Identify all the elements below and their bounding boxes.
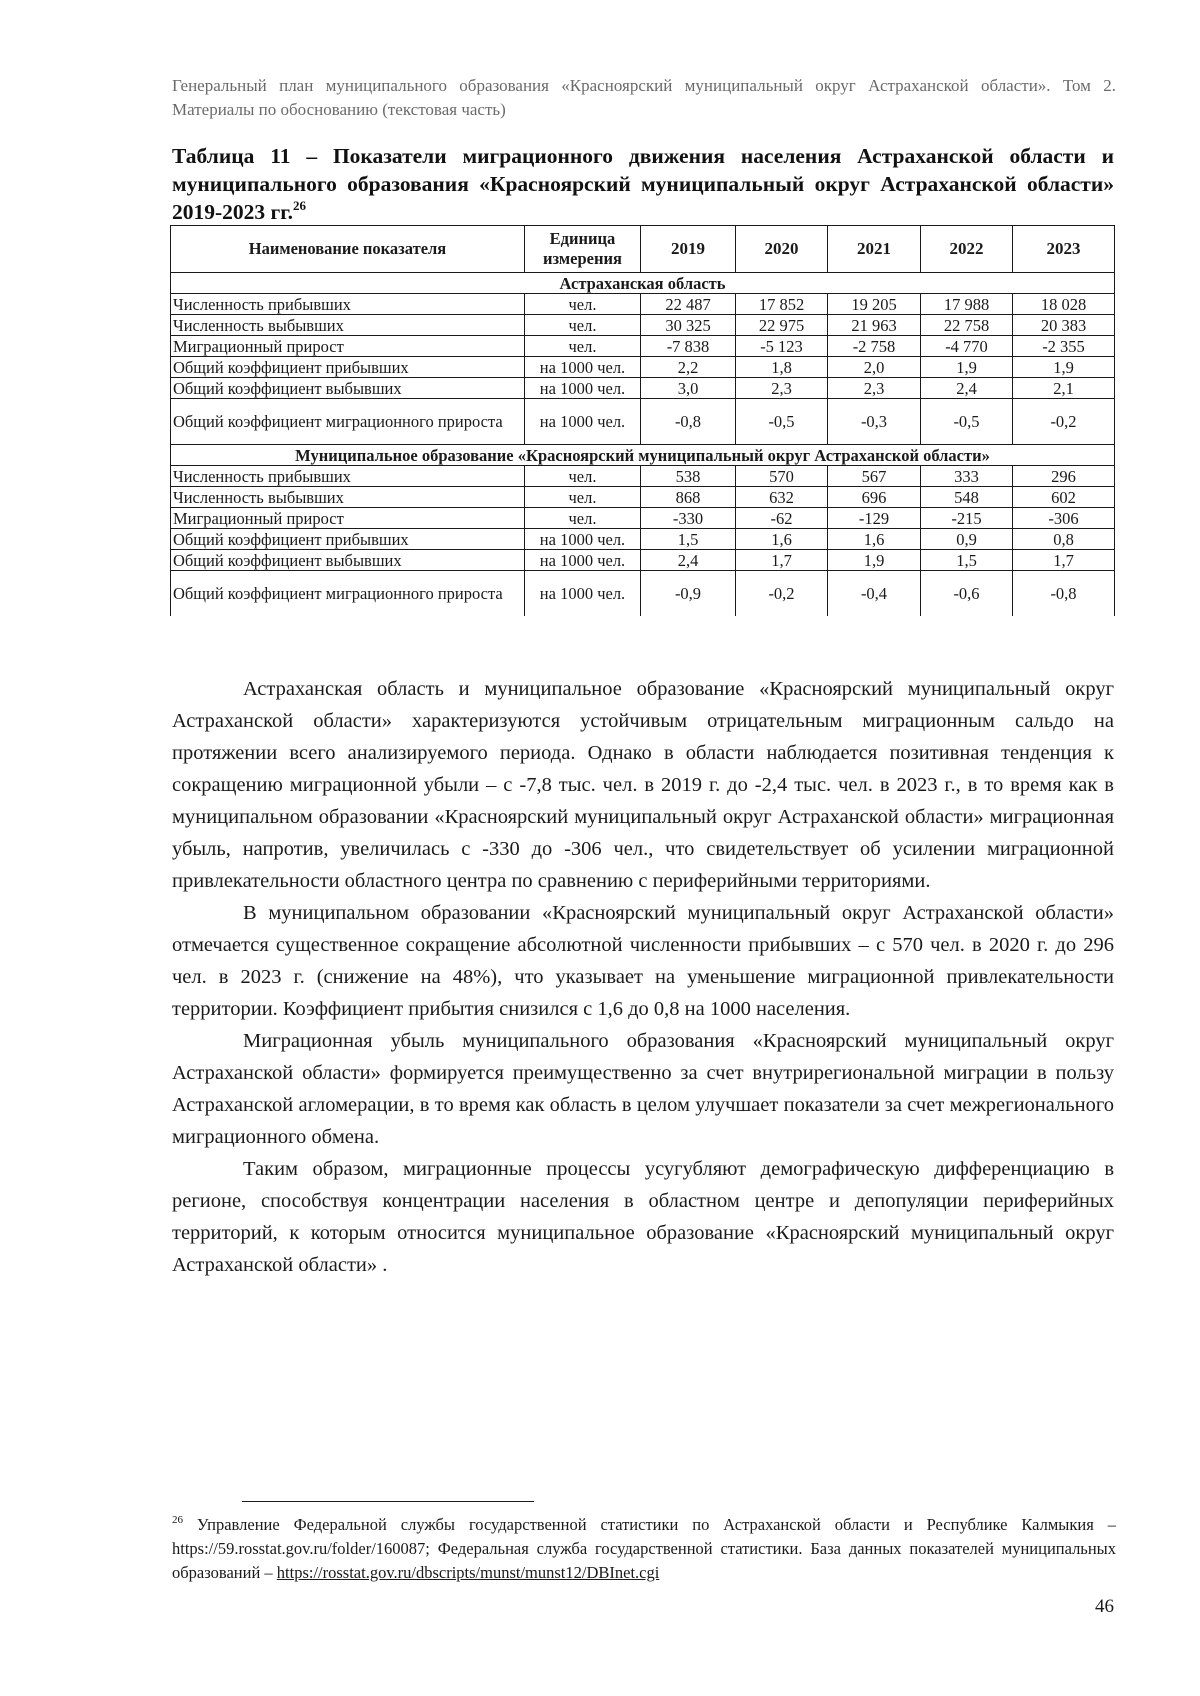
value-cell: -0,4 [828, 571, 921, 617]
value-cell: -0,5 [921, 399, 1013, 445]
value-cell: 570 [736, 466, 828, 487]
paragraph: Таким образом, миграционные процессы усугубляют демографическую дифференциацию в регионе, способствуя концентрации населения в областном центре и депопуляции периферийных территорий, к которым относится муниципальное образование «Красноярский муниципальный округ Астраханской области» . [172, 1158, 1114, 1276]
row-unit: чел. [525, 336, 641, 357]
value-cell: -62 [736, 508, 828, 529]
value-cell: 3,0 [641, 378, 736, 399]
value-cell: 2,3 [828, 378, 921, 399]
table-row [171, 529, 1115, 550]
table-row [171, 571, 1115, 617]
paragraph: В муниципальном образовании «Красноярский муниципальный округ Астраханской области» отмечается существенное сокращение абсолютной численности прибывших – с 570 чел. в 2020 г. до 296 чел. в 2023 г. (снижение на 48%), что указывает на уменьшение миграционной привлекательности территории. Коэффициент прибытия снизился с 1,6 до 0,8 на 1000 населения. [172, 902, 1114, 1020]
value-cell: -0,8 [1013, 571, 1115, 617]
value-cell: -215 [921, 508, 1013, 529]
row-label: Миграционный прирост [171, 508, 525, 529]
row-label: Общий коэффициент прибывших [171, 357, 525, 378]
footnote [172, 1513, 1116, 1585]
value-cell: 696 [828, 487, 921, 508]
footnote-text: Управление Федеральной службы государственной статистики по Астраханской области и Республике Калмыкия – https://59.rosstat.gov.ru/folder/160087; Федеральная служба государственной статистики. База данных показателей муниципальных образований – [172, 1515, 1116, 1582]
header-year: 2023 [1013, 226, 1115, 273]
section-title: Астраханская область [171, 273, 1115, 294]
value-cell: 19 205 [828, 294, 921, 315]
value-cell: 868 [641, 487, 736, 508]
section-title: Муниципальное образование «Красноярский муниципальный округ Астраханской области» [171, 445, 1115, 466]
row-unit: чел. [525, 508, 641, 529]
table-row [171, 399, 1115, 445]
migration-table [170, 225, 1115, 616]
row-label: Численность прибывших [171, 466, 525, 487]
value-cell: -0,8 [641, 399, 736, 445]
value-cell: 1,5 [641, 529, 736, 550]
row-unit: на 1000 чел. [525, 378, 641, 399]
table-row [171, 550, 1115, 571]
row-unit: на 1000 чел. [525, 529, 641, 550]
row-unit: чел. [525, 487, 641, 508]
value-cell: 22 487 [641, 294, 736, 315]
value-cell: 30 325 [641, 315, 736, 336]
value-cell: 17 852 [736, 294, 828, 315]
value-cell: 333 [921, 466, 1013, 487]
caption-footnote-ref: 26 [293, 198, 307, 213]
footnote-link[interactable]: https://rosstat.gov.ru/dbscripts/munst/munst12/DBInet.cgi [276, 1563, 660, 1582]
table-row [171, 508, 1115, 529]
header-year: 2022 [921, 226, 1013, 273]
value-cell: 1,9 [828, 550, 921, 571]
value-cell: 20 383 [1013, 315, 1115, 336]
table-body [171, 273, 1115, 617]
value-cell: 632 [736, 487, 828, 508]
row-label: Общий коэффициент миграционного прироста [171, 571, 525, 617]
header-year: 2019 [641, 226, 736, 273]
value-cell: 548 [921, 487, 1013, 508]
row-unit: на 1000 чел. [525, 357, 641, 378]
value-cell: 567 [828, 466, 921, 487]
paragraph: Миграционная убыль муниципального образования «Красноярский муниципальный округ Астраханской области» формируется преимущественно за счет внутрирегиональной миграции в пользу Астраханской агломерации, в то время как область в целом улучшает показатели за счет межрегионального миграционного обмена. [172, 1030, 1114, 1148]
header-year: 2020 [736, 226, 828, 273]
value-cell: 2,1 [1013, 378, 1115, 399]
table-header-row [171, 226, 1115, 273]
table-row [171, 466, 1115, 487]
page-number: 46 [1095, 1596, 1114, 1617]
table-row [171, 294, 1115, 315]
value-cell: 602 [1013, 487, 1115, 508]
body-text [172, 673, 1114, 1281]
row-unit: чел. [525, 466, 641, 487]
table-row [171, 378, 1115, 399]
value-cell: -0,6 [921, 571, 1013, 617]
value-cell: 2,4 [921, 378, 1013, 399]
value-cell: 2,2 [641, 357, 736, 378]
value-cell: 17 988 [921, 294, 1013, 315]
value-cell: -2 758 [828, 336, 921, 357]
row-label: Общий коэффициент миграционного прироста [171, 399, 525, 445]
value-cell: -330 [641, 508, 736, 529]
row-label: Общий коэффициент выбывших [171, 378, 525, 399]
value-cell: -7 838 [641, 336, 736, 357]
value-cell: 296 [1013, 466, 1115, 487]
value-cell: -2 355 [1013, 336, 1115, 357]
value-cell: 1,7 [736, 550, 828, 571]
row-label: Общий коэффициент выбывших [171, 550, 525, 571]
value-cell: -306 [1013, 508, 1115, 529]
value-cell: -5 123 [736, 336, 828, 357]
value-cell: 2,4 [641, 550, 736, 571]
header-indicator: Наименование показателя [171, 226, 525, 273]
row-unit: чел. [525, 315, 641, 336]
table-row [171, 315, 1115, 336]
value-cell: 2,3 [736, 378, 828, 399]
value-cell: 0,9 [921, 529, 1013, 550]
table-row [171, 487, 1115, 508]
table-caption [172, 142, 1114, 226]
value-cell: -129 [828, 508, 921, 529]
value-cell: 1,7 [1013, 550, 1115, 571]
row-label: Общий коэффициент прибывших [171, 529, 525, 550]
value-cell: 1,8 [736, 357, 828, 378]
header-unit: Единица измерения [525, 226, 641, 273]
row-label: Численность выбывших [171, 487, 525, 508]
row-unit: на 1000 чел. [525, 399, 641, 445]
value-cell: 538 [641, 466, 736, 487]
row-unit: на 1000 чел. [525, 571, 641, 617]
value-cell: 21 963 [828, 315, 921, 336]
value-cell: 22 758 [921, 315, 1013, 336]
value-cell: -0,3 [828, 399, 921, 445]
value-cell: 1,9 [921, 357, 1013, 378]
table-row [171, 336, 1115, 357]
table-caption-text: Таблица 11 – Показатели миграционного движения населения Астраханской области и муниципального образования «Красноярский муниципальный округ Астраханской области» 2019-2023 гг. [172, 144, 1114, 224]
row-label: Численность прибывших [171, 294, 525, 315]
value-cell: 1,9 [1013, 357, 1115, 378]
value-cell: -0,5 [736, 399, 828, 445]
value-cell: 1,6 [828, 529, 921, 550]
table-row [171, 357, 1115, 378]
value-cell: 0,8 [1013, 529, 1115, 550]
value-cell: -4 770 [921, 336, 1013, 357]
value-cell: 1,5 [921, 550, 1013, 571]
footnote-number: 26 [172, 1514, 183, 1526]
table-section-row [171, 445, 1115, 466]
value-cell: -0,2 [736, 571, 828, 617]
row-label: Миграционный прирост [171, 336, 525, 357]
row-label: Численность выбывших [171, 315, 525, 336]
value-cell: -0,9 [641, 571, 736, 617]
value-cell: -0,2 [1013, 399, 1115, 445]
value-cell: 2,0 [828, 357, 921, 378]
running-header: Генеральный план муниципального образования «Красноярский муниципальный округ Астраханской области». Том 2. Материалы по обоснованию (текстовая часть) [172, 76, 1116, 119]
value-cell: 22 975 [736, 315, 828, 336]
header-year: 2021 [828, 226, 921, 273]
paragraph: Астраханская область и муниципальное образование «Красноярский муниципальный округ Астраханской области» характеризуются устойчивым отрицательным миграционным сальдо на протяжении всего анализируемого периода. Однако в области наблюдается позитивная тенденция к сокращению миграционной убыли – с -7,8 тыс. чел. в 2019 г. до -2,4 тыс. чел. в 2023 г., в то время как в муниципальном образовании «Красноярский муниципальный округ Астраханской области» миграционная убыль, напротив, увеличилась с -330 до -306 чел., что свидетельствует об усилении миграционной привлекательности областного центра по сравнению с периферийными территориями. [172, 678, 1114, 892]
row-unit: чел. [525, 294, 641, 315]
value-cell: 1,6 [736, 529, 828, 550]
footnote-divider [242, 1501, 534, 1502]
value-cell: 18 028 [1013, 294, 1115, 315]
row-unit: на 1000 чел. [525, 550, 641, 571]
table-section-row [171, 273, 1115, 294]
